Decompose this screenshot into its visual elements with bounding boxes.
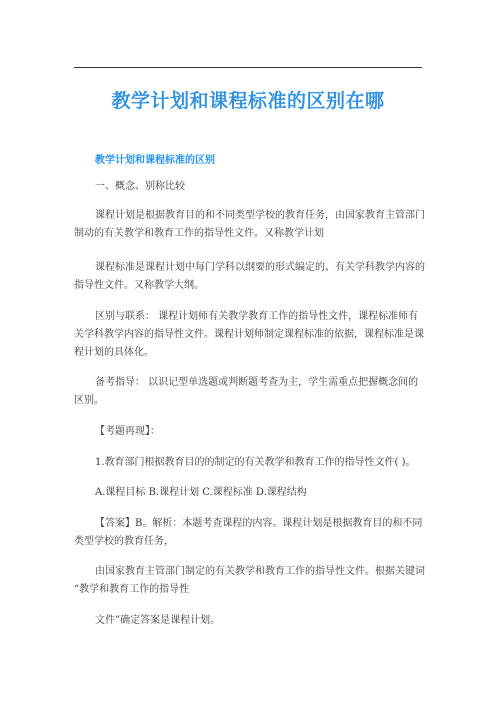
- paragraph-line: A.课程目标 B.课程计划 C.课程标准 D.课程结构: [95, 487, 307, 498]
- paragraph-line: 区别与联系： 课程计划师有关教学教育工作的指导性文件，课程标准师有: [95, 311, 419, 322]
- paragraph-line: 【考题再现】：: [95, 426, 160, 437]
- paragraph-line: 课程计划是根据教育目的和不同类型学校的教育任务，由国家教育主管部门: [95, 210, 425, 221]
- paragraph-line: 1.教育部门根据教育目的的制定的有关教学和教育工作的指导性文件( )。: [95, 457, 416, 468]
- paragraph-line: 制动的有关教学和教育工作的指导性文件。又称教学计划: [74, 228, 324, 239]
- paragraph-line: 备考指导： 以识记型单选题或判断题考查为主，学生需重点把握概念间的: [95, 377, 419, 388]
- page-title: 教学计划和课程标准的区别在哪: [111, 90, 385, 112]
- paragraph-line: 由国家教育主管部门制定的有关教学和教育工作的指导性文件。根据关键词: [95, 566, 425, 577]
- paragraph-line: 程计划的具体化。: [74, 347, 154, 358]
- paragraph-line: 文件”确定答案是课程计划。: [95, 615, 221, 626]
- paragraph-line: 课程标准是课程计划中每门学科以纲要的形式编定的、有关学科教学内容的: [95, 262, 425, 273]
- header-divider: [74, 67, 422, 68]
- paragraph-line: 【答案】B。解析：本题考查课程的内容。课程计划是根据教育目的和不同: [95, 518, 423, 529]
- paragraph-line: 类型学校的教育任务，: [74, 536, 174, 547]
- paragraph-line: 关学科教学内容的指导性文件。课程计划师制定课程标准的依据，课程标准是课: [74, 329, 424, 340]
- section-heading: 教学计划和课程标准的区别: [95, 155, 215, 166]
- paragraph-line: 区别。: [74, 395, 104, 406]
- paragraph-line: 指导性文件。又称教学大纲。: [74, 280, 204, 291]
- paragraph-line: “教学和教育工作的指导性: [74, 584, 190, 595]
- paragraph-line: 一、概念、别称比较: [95, 181, 185, 192]
